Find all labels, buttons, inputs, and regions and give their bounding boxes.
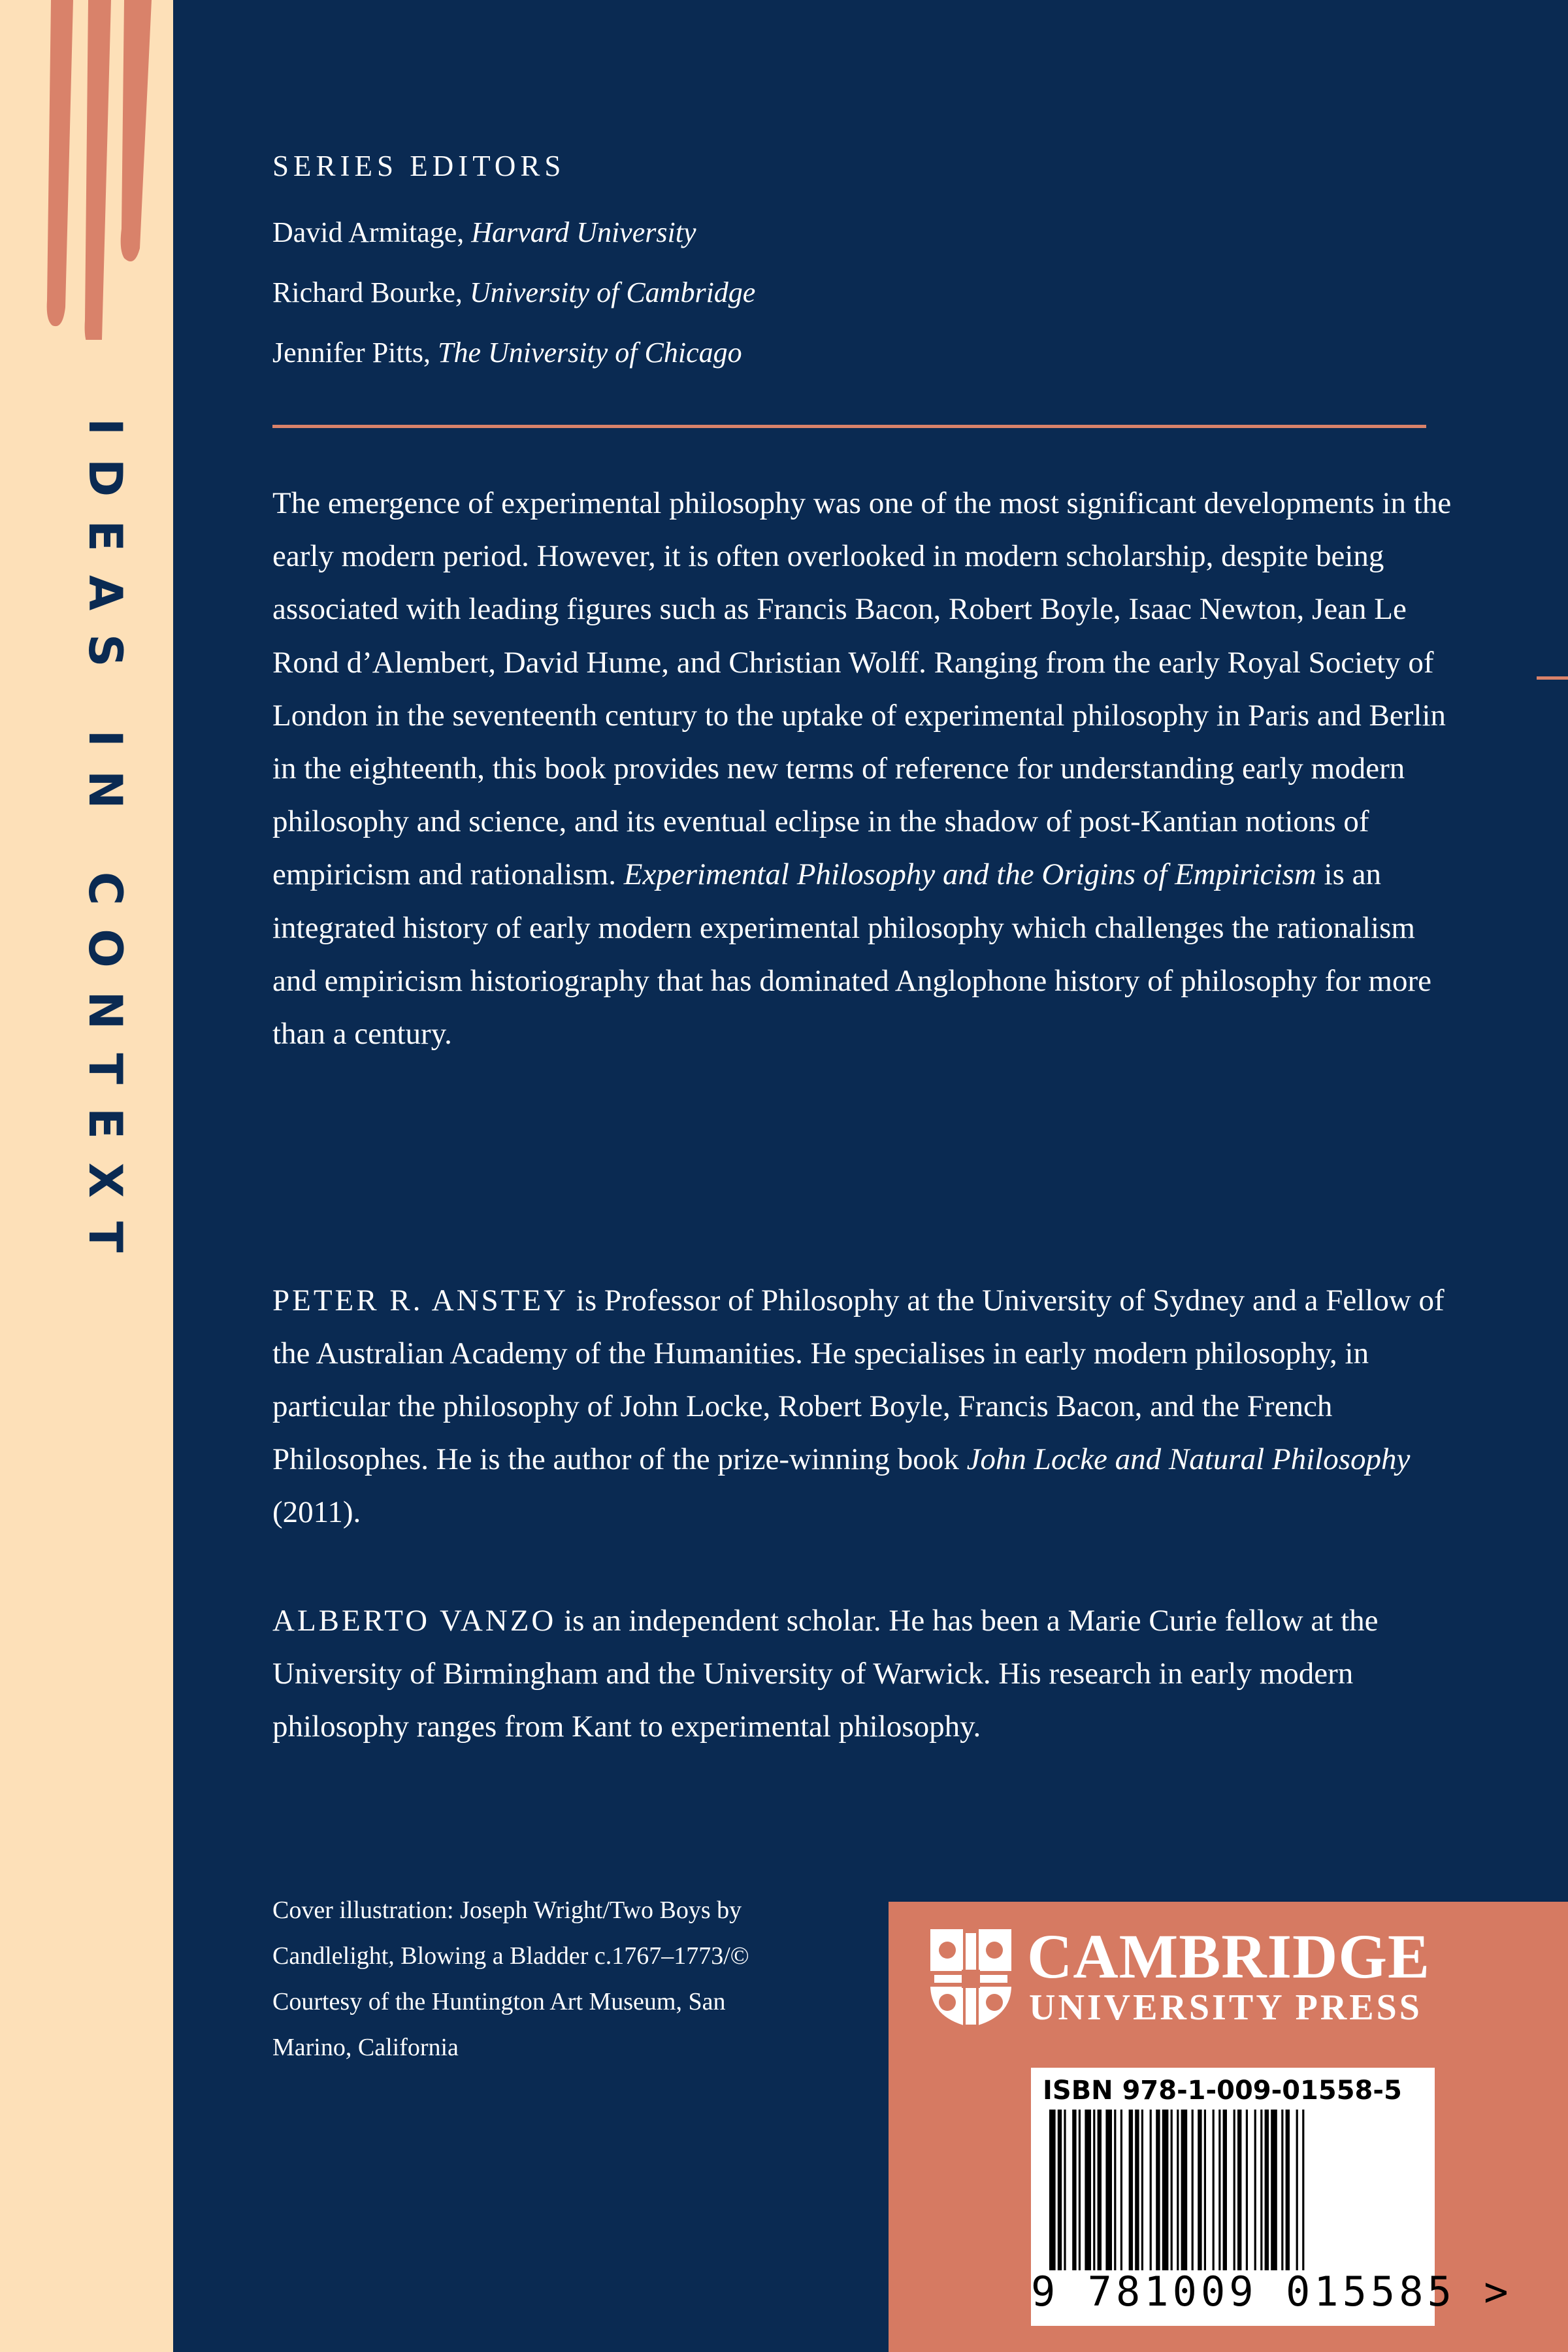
editor-1: David Armitage, Harvard University: [272, 216, 696, 248]
barcode-bar: [1085, 2110, 1091, 2270]
barcode-bar: [1105, 2110, 1112, 2270]
barcode-bar: [1049, 2110, 1056, 2270]
book-description: The emergence of experimental philosophy was one of the most significant developments in the early modern period. However, it is often overlooked in modern scholarship, despite being associated with leading figures such as Francis Bacon, Robert Boyle, Isaac Newton, Jean Le Rond d’Alembert, David Hume, and Christian Wolff. Ranging from the early Royal Society of London in the seventeenth century to the uptake of experimental philosophy in Paris and Berlin in the eighteenth, this book provides new terms of reference for understanding early modern philosophy and science, and its eventual eclipse in the shadow of post-Kantian notions of empiricism and rationalism. Experimental Philosophy and the Origins of Empiricism is an integrated history of early modern experimental philosophy which challenges the rationalism and empiricism historiography that has dominated Anglophone history of philosophy for more than a century.: [272, 486, 1452, 1052]
barcode-bar: [1223, 2110, 1227, 2270]
barcode-bar: [1079, 2110, 1081, 2270]
barcode-bar: [1129, 2110, 1133, 2270]
press-subtitle: UNIVERSITY PRESS: [1029, 1987, 1422, 2028]
series-editors-heading: SERIES EDITORS: [272, 150, 566, 182]
barcode-bar: [1058, 2110, 1062, 2270]
spine-panel: [0, 0, 173, 2352]
barcode-bar: [1181, 2110, 1188, 2270]
isbn-barcode: [1031, 2068, 1512, 2326]
barcode-bar: [1177, 2110, 1179, 2270]
barcode-bar: [1286, 2110, 1290, 2270]
barcode-bar: [1213, 2110, 1215, 2270]
cambridge-shield-icon: [928, 1927, 1014, 2030]
series-title-vertical: IDEAS IN CONTEXT: [78, 418, 132, 1276]
barcode-bars: [1045, 2110, 1424, 2270]
barcode-bar: [1265, 2110, 1269, 2270]
barcode-bar: [1198, 2110, 1201, 2270]
barcode-bar: [1281, 2110, 1283, 2270]
barcode-bar: [1218, 2110, 1220, 2270]
barcode-bar: [1114, 2110, 1116, 2270]
editor-2: Richard Bourke, University of Cambridge: [272, 276, 756, 308]
publisher-panel: [889, 1902, 1568, 2352]
barcode-bar: [1135, 2110, 1139, 2270]
barcode-bar: [1271, 2110, 1277, 2270]
barcode-bar: [1093, 2110, 1095, 2270]
barcode-bar: [1204, 2110, 1206, 2270]
barcode-bar: [1156, 2110, 1160, 2270]
barcode-bar: [1162, 2110, 1169, 2270]
editor-3: Jennifer Pitts, The University of Chicago: [272, 337, 742, 369]
press-name: CAMBRIDGE: [1027, 1921, 1431, 1991]
barcode-bar: [1141, 2110, 1143, 2270]
barcode-bar: [1120, 2110, 1122, 2270]
edge-tick-mark: [1537, 676, 1568, 680]
barcode-digits: 9 781009 015585 >: [1031, 2268, 1512, 2315]
barcode-bar: [1246, 2110, 1248, 2270]
divider-rule: [272, 425, 1426, 428]
author-bio-vanzo: ALBERTO VANZO is an independent scholar. He has been a Marie Curie fellow at the University of Birmingham and the University of Warwick. His research in early modern philosophy ranges from Kant to experimental philosophy.: [272, 1604, 1379, 1744]
barcode-bar: [1098, 2110, 1102, 2270]
barcode-bar: [1296, 2110, 1298, 2270]
barcode-bar: [1072, 2110, 1076, 2270]
brush-stripes-decoration: [0, 0, 173, 340]
series-editors-block: [272, 149, 755, 383]
barcode-bar: [1233, 2110, 1235, 2270]
barcode-bar: [1237, 2110, 1241, 2270]
author-bio-anstey: PETER R. ANSTEY is Professor of Philosophy at the University of Sydney and a Fellow of the Australian Academy of the Humanities. He specialises in early modern philosophy, in particular the philosophy of John Locke, Robert Boyle, Francis Bacon, and the French Philosophes. He is the author of the prize-winning book John Locke and Natural Philosophy (2011).: [272, 1284, 1445, 1529]
barcode-bar: [1064, 2110, 1066, 2270]
isbn-label: ISBN 978-1-009-01558-5: [1043, 2076, 1402, 2106]
barcode-bar: [1260, 2110, 1262, 2270]
barcode-bar: [1150, 2110, 1152, 2270]
barcode-bar: [1192, 2110, 1194, 2270]
barcode-bar: [1171, 2110, 1173, 2270]
barcode-bar: [1302, 2110, 1304, 2270]
cover-illustration-credit: Cover illustration: Joseph Wright/Two Boys by Candlelight, Blowing a Bladder c.1767–1773/© Courtesy of the Huntington Art Museum, San Marino, California: [272, 1897, 749, 2061]
barcode-bar: [1254, 2110, 1256, 2270]
